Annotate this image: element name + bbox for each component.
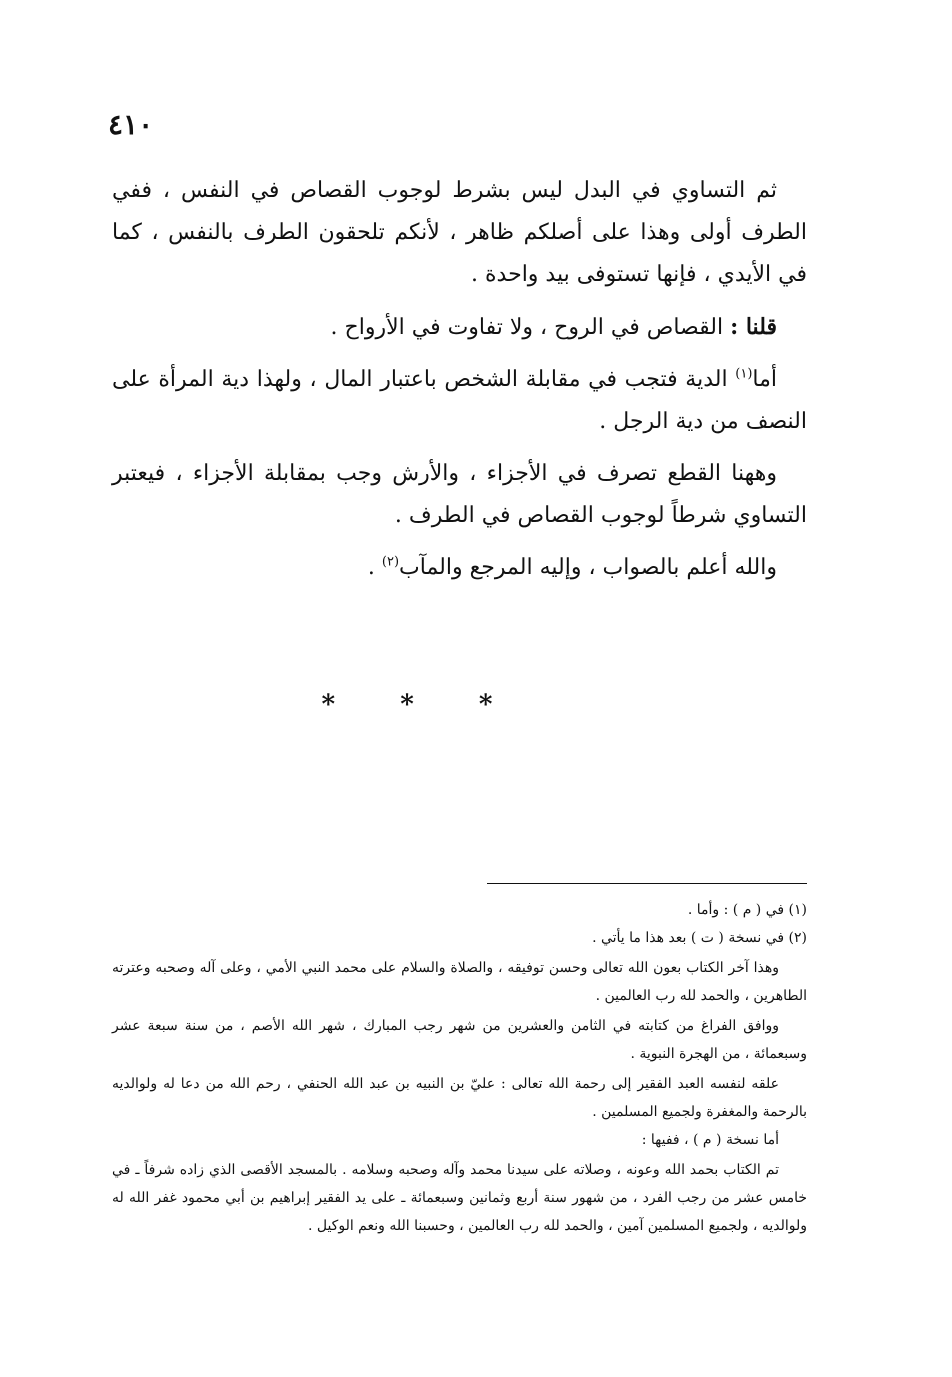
footnote-2-variant-text: تم الكتاب بحمد الله وعونه ، وصلاته على سيدنا محمد وآله وصحبه وسلامه . بالمسجد الأقصى الذي زاده شرفاً ـ في خامس عشر من رجب الفرد ، من شهور سنة أربع وثمانين وسبعمائة ـ على يد الفقير إبراهيم بن أبي محمود غفر الله له ولوالديه ، ولجميع المسلمين آمين ، والحمد لله رب العالمين ، وحسبنا الله ونعم الوكيل . bbox=[112, 1162, 807, 1234]
main-text bbox=[112, 170, 807, 599]
paragraph-1: ثم التساوي في البدل ليس بشرط لوجوب القصاص في النفس ، ففي الطرف أولى وهذا على أصلكم ظاهر ، لأنكم تلحقون الطرف بالنفس ، كما في الأيدي ، فإنها تستوفى بيد واحدة . bbox=[112, 178, 807, 287]
footnote-2-variant-intro: أما نسخة ( م ) ، ففيها : bbox=[641, 1132, 779, 1148]
footnote-2-closing: وهذا آخر الكتاب بعون الله تعالى وحسن توفيقه ، والصلاة والسلام على محمد النبي الأمي ، وعلى آله وصحبه وعترته الطاهرين ، والحمد لله رب العالمين . bbox=[112, 960, 807, 1004]
paragraph-2-text: القصاص في الروح ، ولا تفاوت في الأرواح . bbox=[330, 315, 731, 340]
paragraph-3 bbox=[112, 359, 807, 443]
paragraph-4: وههنا القطع تصرف في الأجزاء ، والأرش وجب بمقابلة الأجزاء ، فيعتبر التساوي شرطاً لوجوب القصاص في الطرف . bbox=[112, 461, 807, 528]
footnote-2: (٢) في نسخة ( ت ) بعد هذا ما يأتي . bbox=[592, 930, 807, 946]
footnote-2-scribe: علقه لنفسه العبد الفقير إلى رحمة الله تعالى : عليّ بن النبيه بن عبد الله الحنفي ، رحم الله من دعا له ولوالديه بالرحمة والمغفرة ولجميع المسلمين . bbox=[112, 1076, 807, 1120]
paragraph-3-lead: أما bbox=[752, 367, 777, 392]
footnote-1: (١) في ( م ) : وأما . bbox=[687, 902, 807, 918]
page-number: ٤١٠ bbox=[108, 108, 154, 141]
paragraph-3-text: الدية فتجب في مقابلة الشخص باعتبار المال ، ولهذا دية المرأة على النصف من دية الرجل . bbox=[112, 367, 807, 434]
paragraph-5-end: . bbox=[367, 555, 382, 580]
footnote-divider bbox=[487, 883, 807, 884]
paragraph-5 bbox=[112, 547, 807, 589]
footnote-2-date: ووافق الفراغ من كتابته في الثامن والعشرين من شهر رجب المبارك ، شهر الله الأصم ، من سنة سبعة عشر وسبعمائة ، من الهجرة النبوية . bbox=[112, 1018, 807, 1062]
paragraph-2 bbox=[112, 306, 807, 349]
footnote-ref-1: (١) bbox=[735, 366, 753, 382]
footnote-ref-2: (٢) bbox=[381, 554, 400, 570]
paragraph-2-lead: قلنا : bbox=[730, 314, 777, 340]
footnotes bbox=[112, 896, 807, 1240]
paragraph-5-lead: والله أعلم بالصواب ، وإليه المرجع والمآب bbox=[399, 555, 777, 580]
section-separator: * * * bbox=[321, 690, 521, 720]
